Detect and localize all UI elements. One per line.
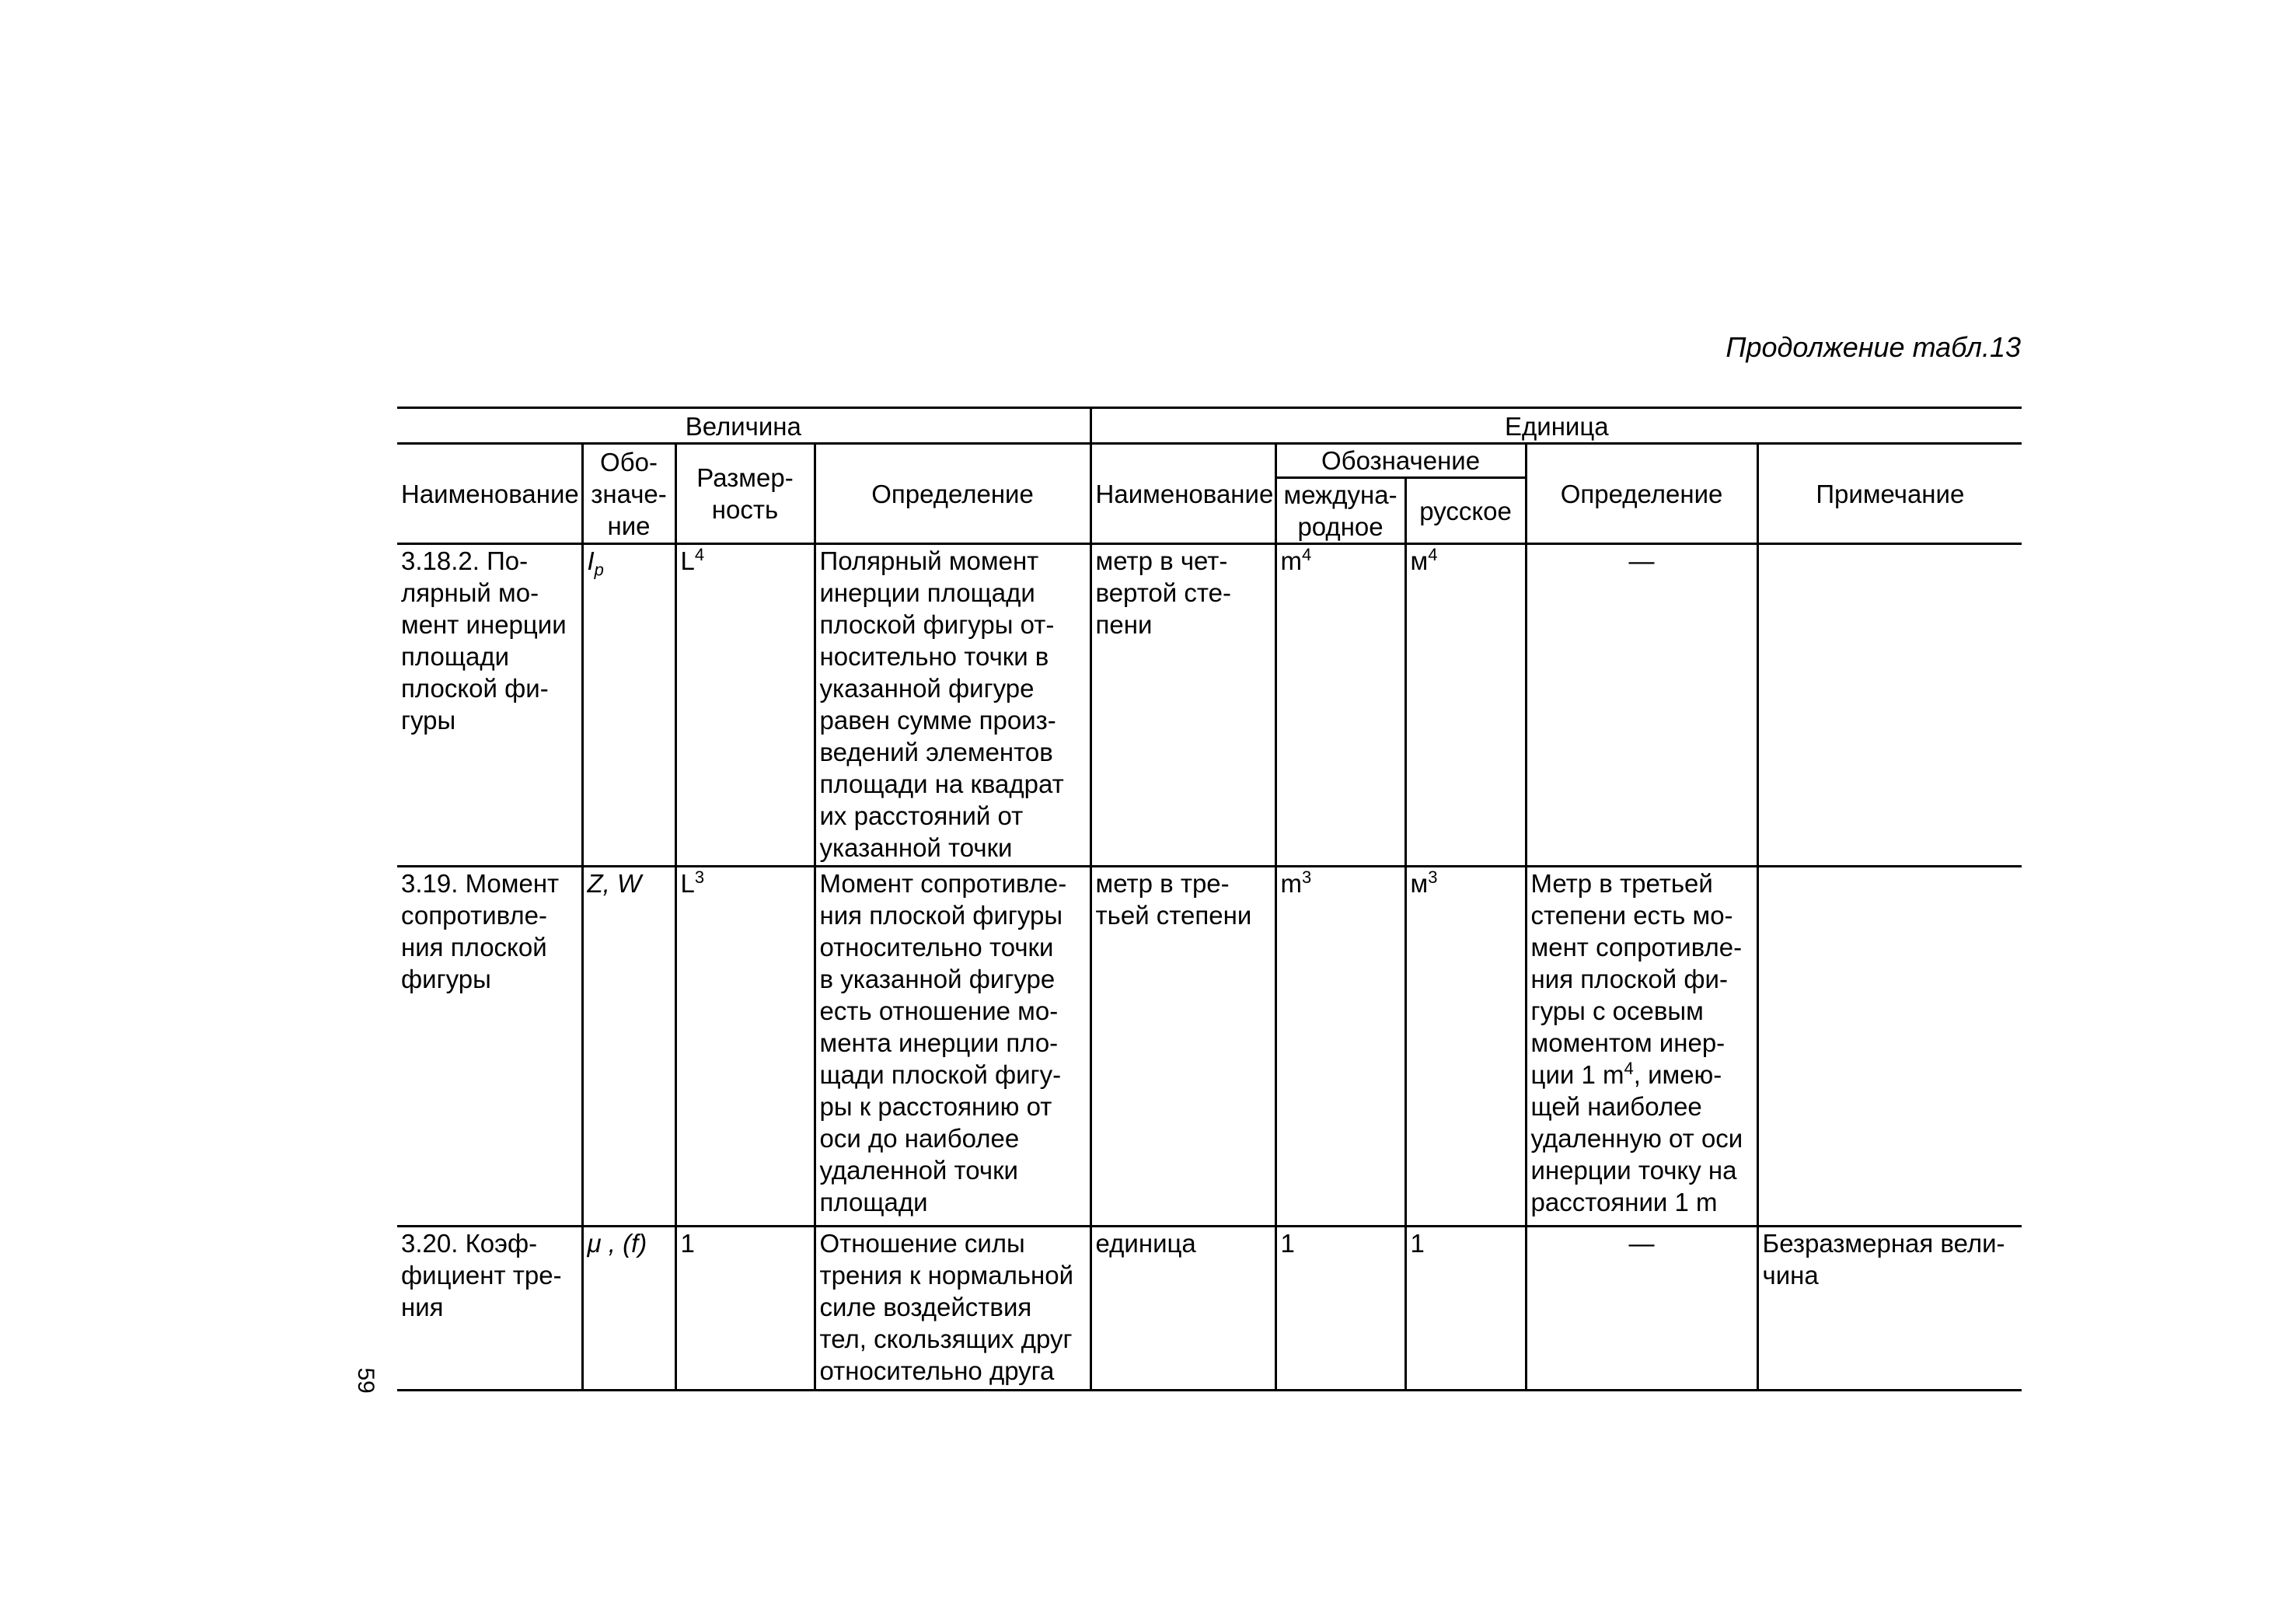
- row-unit-symbol-international: $m^3$: [1275, 867, 1405, 1227]
- row-definition: Отношение силы трения к нормальной силе воздействия тел, скользящих друг относительно друга: [815, 1227, 1090, 1391]
- header-unit-symbol-international: междуна- родное: [1275, 478, 1405, 544]
- row-symbol: Z, W: [582, 867, 675, 1227]
- row-unit-symbol-international: $m^4$: [1275, 544, 1405, 867]
- header-symbol: Обо- значе- ние: [582, 444, 675, 544]
- row-unit-symbol-russian: $м^3$: [1405, 867, 1526, 1227]
- row-unit-name: метр в чет- вертой сте- пени: [1090, 544, 1275, 867]
- table-row: [397, 1227, 2022, 1391]
- row-note: Безразмерная вели- чина: [1757, 1227, 2022, 1391]
- header-unit-symbol-russian: русское: [1405, 478, 1526, 544]
- row-note: [1757, 544, 2022, 867]
- row-symbol: $I_p$: [582, 544, 675, 867]
- row-dimension: $L^3$: [675, 867, 815, 1227]
- row-unit-symbol-russian: $м^4$: [1405, 544, 1526, 867]
- row-symbol: μ , (f): [582, 1227, 675, 1391]
- header-note: Примечание: [1757, 444, 2022, 544]
- table-caption: Продолжение табл.13: [1725, 331, 2021, 363]
- row-dimension: 1: [675, 1227, 815, 1391]
- header-group-unit: Единица: [1090, 408, 2022, 444]
- row-dimension: $L^4$: [675, 544, 815, 867]
- row-note: [1757, 867, 2022, 1227]
- header-group-quantity: Величина: [397, 408, 1090, 444]
- row-name: 3.19. Момент сопротивле- ния плоской фигуры: [397, 867, 582, 1227]
- quantities-table: [397, 407, 2022, 1391]
- row-unit-name: метр в тре- тьей степени: [1090, 867, 1275, 1227]
- row-unit-definition: Метр в третьей степени есть мо- мент сопротивле- ния плоской фи- гуры с осевым моментом инер- ции 1 $m^4$, имею- щей наиболее удаленную от оси инерции точку на расстоянии 1 m: [1526, 867, 1757, 1227]
- row-unit-name: единица: [1090, 1227, 1275, 1391]
- row-name: 3.18.2. По- лярный мо- мент инерции площади плоской фи- гуры: [397, 544, 582, 867]
- row-unit-definition: —: [1526, 544, 1757, 867]
- page-number: 59: [353, 1367, 379, 1394]
- row-definition: Момент сопротивле- ния плоской фигуры относительно точки в указанной фигуре есть отношение мо- мента инерции пло- щади плоской фигу- ры к расстоянию от оси до наиболее удаленной точки площади: [815, 867, 1090, 1227]
- header-unit-definition: Определение: [1526, 444, 1757, 544]
- row-unit-definition: —: [1526, 1227, 1757, 1391]
- header-definition: Определение: [815, 444, 1090, 544]
- row-definition: Полярный момент инерции площади плоской фигуры от- носительно точки в указанной фигуре равен сумме произ- ведений элементов площади на квадрат их расстояний от указанной точки: [815, 544, 1090, 867]
- table-row: [397, 544, 2022, 867]
- header-dimension: Размер- ность: [675, 444, 815, 544]
- header-unit-symbol: Обозначение: [1275, 444, 1526, 478]
- header-unit-name: Наименование: [1090, 444, 1275, 544]
- table-row: [397, 867, 2022, 1227]
- row-unit-symbol-russian: 1: [1405, 1227, 1526, 1391]
- row-name: 3.20. Коэф- фициент тре- ния: [397, 1227, 582, 1391]
- header-name: Наименование: [397, 444, 582, 544]
- row-unit-symbol-international: 1: [1275, 1227, 1405, 1391]
